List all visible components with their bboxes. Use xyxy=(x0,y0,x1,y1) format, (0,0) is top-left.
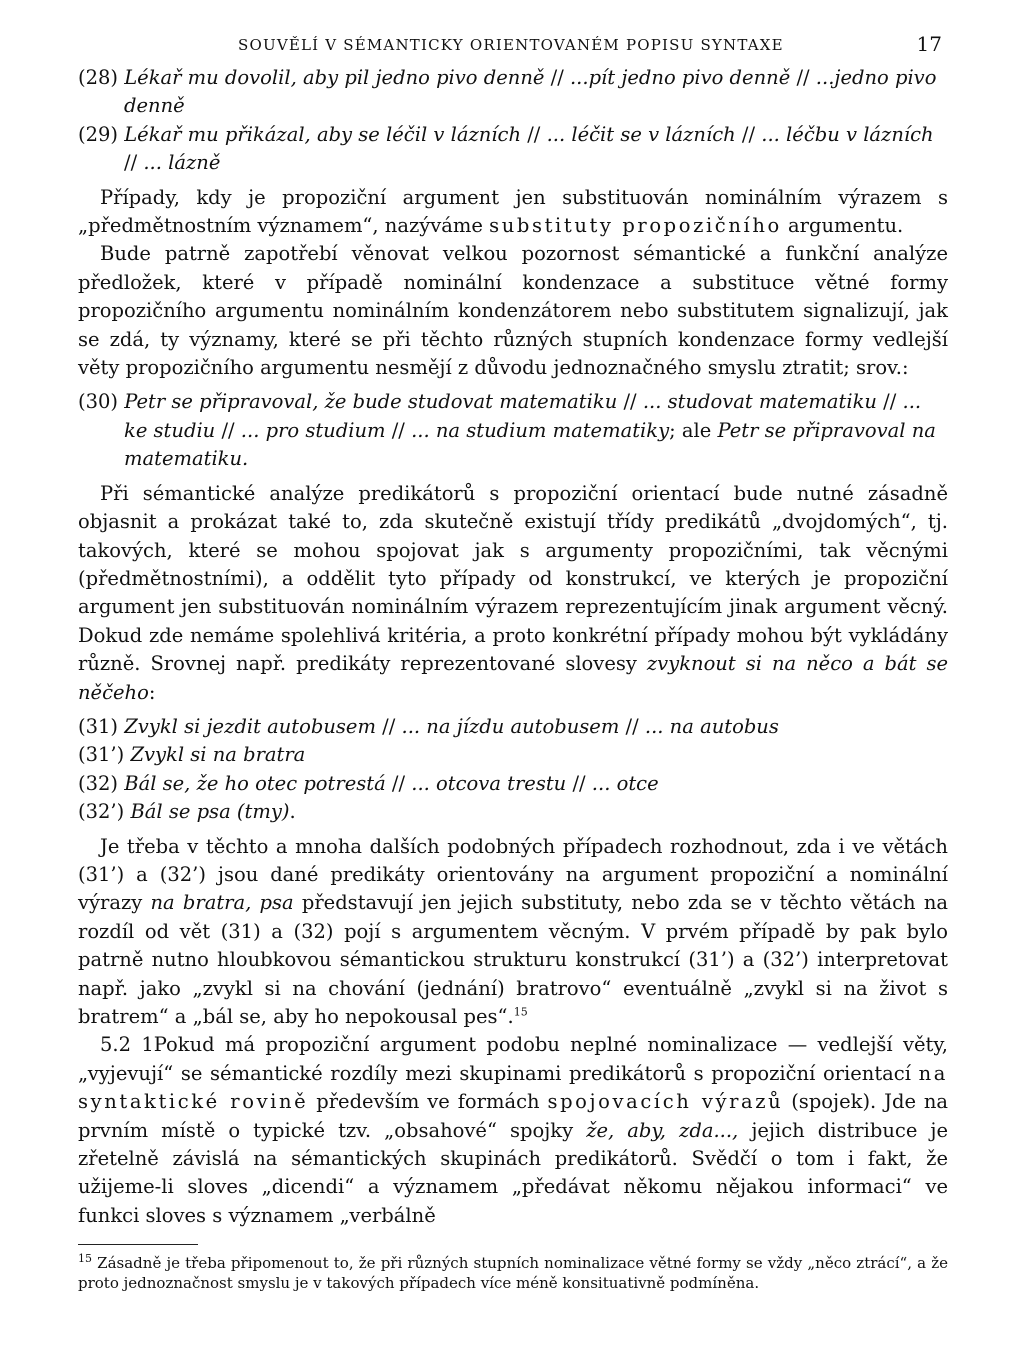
footnote-ref[interactable]: 15 xyxy=(513,1005,528,1019)
page-number: 17 xyxy=(916,32,942,56)
footnote-15 xyxy=(78,1253,948,1293)
example-28: (28) Lékař mu dovolil, aby pil jedno pivo denně // ...pít jedno pivo denně // ...jedno pivo denně xyxy=(78,66,937,118)
example-31-prime: (31’) Zvykl si na bratra xyxy=(78,743,306,767)
paragraph-prepositions: Bude patrně zapotřebí věnovat velkou pozornost sémantické a funkční analýze předložek, které v případě nominální kondenzace a substituce větné formy propozičního argumentu nominálním kondenzátorem nebo substitutem signalizují, jak se zdá, ty významy, které se při těchto různých stupních kondenzace formy vedlejší věty propozičního argumentu nesmějí z důvodu jednoznačného smyslu ztratit; srov.: xyxy=(78,242,948,380)
paragraph-decision: Je třeba v těchto a mnoha dalších podobných případech rozhodnout, zda i ve větách (31’) a (32’) jsou dané predikáty orientovány na argument propoziční a nominální výrazy na bratra, psa představují jen jejich substituty, nebo zda se v těchto větách na rozdíl od vět (31) a (32) pojí s argumentem věcným. V prvém případě by pak bylo patrně nutno hloubkovou sémantickou strukturu konstrukcí (31’) a (32’) interpretovat např. jako „zvykl si na chování (jednání) bratrovo“ eventuálně „zvykl si na život s bratrem“ a „bál se, aby ho nepokousal pes“.$^{15}$ xyxy=(78,834,949,1028)
paragraph-predicators: Při sémantické analýze predikátorů s propoziční orientací bude nutné zásadně objasnit a prokázat také to, zda skutečně existují třídy predikátů „dvojdomých“, tj. takových, které se mohou spojovat jak s argumenty propozičními, tak věcnými (předmětnostními), a oddělit tyto případy od konstrukcí, ve kterých je propoziční argument jen substituován nominálním výrazem reprezentujícím jinak argument věcný. Dokud zde nemáme spolehlivá kritéria, a proto konkrétní případy mohou být vykládány různě. Srovnej např. predikáty reprezentované slovesy zvyknout si na něco a bát se něčeho: xyxy=(78,481,948,704)
example-text: Lékař mu dovolil, aby pil jedno pivo denně xyxy=(124,66,545,89)
example-number: (30) xyxy=(78,390,119,414)
example-text: Lékař mu přikázal, aby se léčil v lázních xyxy=(124,122,522,146)
example-29: (29) Lékař mu přikázal, aby se léčil v lázních // ... léčit se v lázních // ... léčbu v lázních // ... lázně xyxy=(78,122,934,175)
running-title: SOUVĚLÍ V SÉMANTICKY ORIENTOVANÉM POPISU SYNTAXE xyxy=(238,36,784,54)
paragraph-5-2: 5.2 1Pokud má propoziční argument podobu neplné nominalizace — vedlejší věty, „vyjevují“ se sémantické rozdíly mezi skupinami predikátorů s propoziční orientací na syntaktické rovině především ve formách spojovacích výrazů (spojek). Jde na prvním místě o typické tzv. „obsahové“ spojky že, aby, zda..., jejich distribuce je zřetelně závislá na sémantických skupinách predikátorů. Svědčí o tom i fakt, že užijeme-li sloves „dicendi“ a významem „předávat někomu nějakou informaci“ ve funkci sloves s významem „verbálně xyxy=(78,1033,949,1227)
example-number: (29) xyxy=(78,122,119,146)
page xyxy=(78,30,948,1293)
body-text xyxy=(78,64,948,1230)
example-text: ...pít jedno pivo denně xyxy=(569,66,791,89)
example-text: ... léčit se v lázních xyxy=(546,122,736,146)
example-number: (28) xyxy=(78,66,119,89)
footnote-separator xyxy=(78,1244,198,1245)
example-32: (32) Bál se, že ho otec potrestá // ... otcova trestu // ... otce xyxy=(78,771,659,795)
spaced-term: substituty propozičního xyxy=(489,214,782,238)
footnote-text: Zásadně je třeba připomenout to, že při různých stupních nominalizace větné formy se vždy „něco ztrácí“, a že proto jednoznačnost smyslu je v takových případech více méně konsituativně podmíněna. xyxy=(78,1254,949,1293)
paragraph-substitutes: Případy, kdy je propoziční argument jen substituován nominálním výrazem s „předmětnostním významem“, nazýváme substituty propozičního argumentu. xyxy=(78,185,948,238)
example-31: (31) Zvykl si jezdit autobusem // ... na jízdu autobusem // ... na autobus xyxy=(78,714,779,738)
footnote-number: 15 xyxy=(78,1252,92,1266)
example-30: (30) Petr se připravoval, že bude studovat matematiku // ... studovat matematiku // ... ke studiu // ... pro studium // ... na studium matematiky; ale Petr se připravoval na matematiku. xyxy=(78,390,936,471)
example-text: ...jedno pivo denně xyxy=(124,66,937,118)
example-text: ... lázně xyxy=(143,151,221,175)
example-32-prime: (32’) Bál se psa (tmy). xyxy=(78,800,296,824)
example-text: ... léčbu v lázních xyxy=(761,122,934,146)
running-header xyxy=(78,30,948,64)
